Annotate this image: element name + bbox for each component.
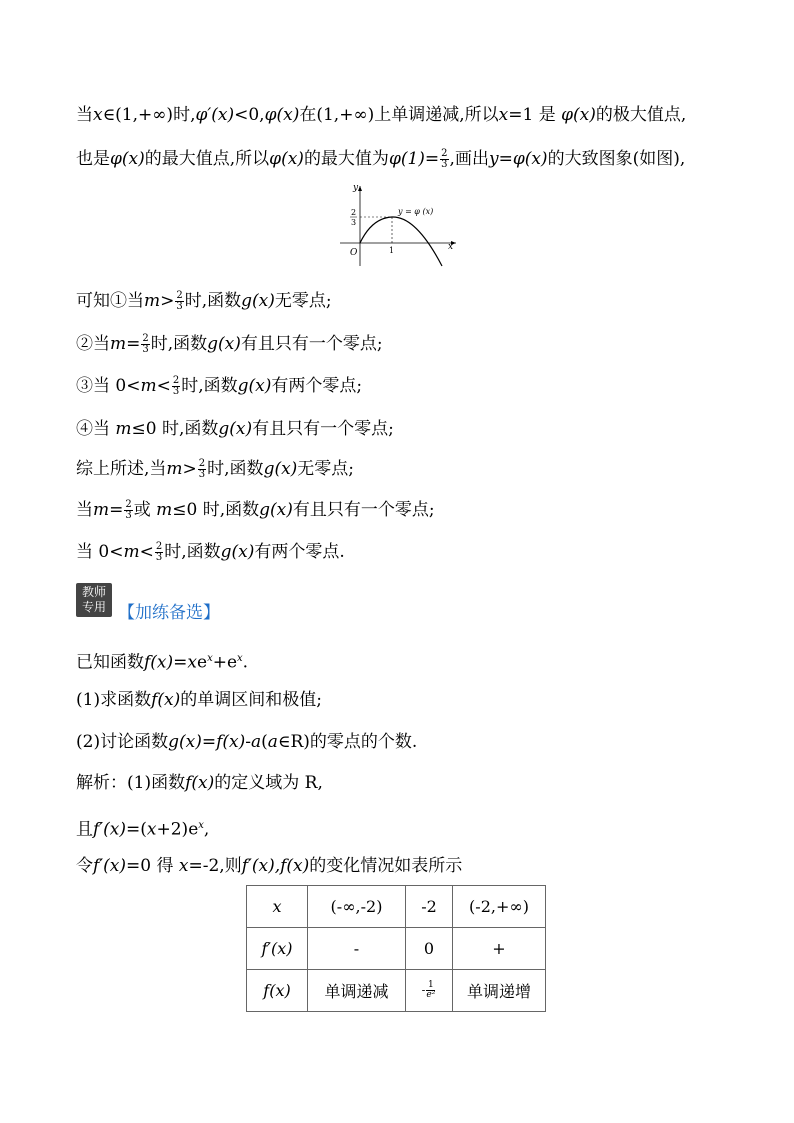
analysis-line-3: 令f′(x)=0 得 x=-2,则f′(x),f(x)的变化情况如表所示 [76, 856, 463, 876]
analysis-line-2: 且$f'(x)=(x+2)e^x$, [76, 819, 210, 840]
table-cell: 0 [406, 928, 453, 970]
table-cell: - [308, 928, 406, 970]
case-4: ④当 m≤0 时,函数g(x)有且只有一个零点; [76, 419, 394, 439]
x-tick-1: 1 [389, 246, 395, 255]
summary-3: 当 0<m< $\frac{2}{3}$ 时,函数g(x)有两个零点. [76, 541, 345, 563]
table-cell: + [453, 928, 546, 970]
table-cell: f(x) [247, 970, 308, 1012]
phi-graph [336, 182, 460, 270]
origin-label: O [350, 248, 358, 258]
fraction-two-thirds: $\frac{2}{3}$ [172, 375, 180, 397]
teacher-only-badge: 教师 专用 [76, 583, 112, 617]
table-cell: 单调递增 [453, 970, 546, 1012]
y-tick-den: 3 [351, 218, 357, 227]
y-axis-label: y [353, 183, 359, 193]
table-cell-min: - $\frac{1}{\text{e²}}$ [406, 970, 453, 1012]
y-tick-num: 2 [351, 208, 357, 217]
solution-line-2: 也是φ(x)的最大值点,所以φ(x)的最大值为φ(1)= $\frac{2}{3}$ ,画出y=φ(x)的大致图象(如图), [76, 148, 686, 170]
table-cell: 单调递减 [308, 970, 406, 1012]
case-3: ③当 0<m< $\frac{2}{3}$ 时,函数g(x)有两个零点; [76, 375, 363, 397]
table-cell: f′(x) [247, 928, 308, 970]
table-cell: -2 [406, 886, 453, 928]
analysis-line-1: 解析：(1)函数f(x)的定义域为 R, [76, 773, 323, 793]
summary-1: 综上所述,当m> $\frac{2}{3}$ 时,函数g(x)无零点; [76, 458, 355, 480]
solution-line-1: 当x∈(1,+∞)时,φ′(x)<0,φ(x)在(1,+∞)上单调递减,所以x=1 是 φ(x)的极大值点, [76, 105, 687, 125]
x-axis-label: x [448, 242, 454, 252]
y-axis-arrow [358, 186, 362, 191]
question-1: (1)求函数f(x)的单调区间和极值; [76, 690, 322, 710]
fraction-two-thirds: $\frac{2}{3}$ [125, 499, 132, 521]
table-cell: (-2,+∞) [453, 886, 546, 928]
fraction-two-thirds: $\frac{2}{3}$ [441, 148, 448, 170]
variation-table [246, 885, 546, 1012]
fraction-two-thirds: $\frac{2}{3}$ [155, 541, 163, 563]
fraction-two-thirds: $\frac{2}{3}$ [142, 333, 149, 355]
extra-practice-heading: 【加练备选】 [118, 603, 220, 623]
table-row [247, 928, 546, 970]
summary-2: 当m= $\frac{2}{3}$ 或 m≤0 时,函数g(x)有且只有一个零点; [76, 499, 435, 521]
problem-statement: 已知函数$f(x)=xe^x+e^x$. [76, 652, 249, 673]
table-row [247, 886, 546, 928]
fraction-two-thirds: $\frac{2}{3}$ [198, 458, 206, 480]
curve-label: y = φ (x) [398, 207, 434, 216]
table-cell: (-∞,-2) [308, 886, 406, 928]
table-row [247, 970, 546, 1012]
phi-curve [360, 217, 442, 266]
fraction-two-thirds: $\frac{2}{3}$ [176, 290, 183, 312]
question-2: (2)讨论函数g(x)=f(x)-a(a∈R)的零点的个数. [76, 732, 418, 752]
case-1: 可知①当m> $\frac{2}{3}$ 时,函数g(x)无零点; [76, 290, 332, 312]
table-cell: x [247, 886, 308, 928]
case-2: ②当m= $\frac{2}{3}$ 时,函数g(x)有且只有一个零点; [76, 333, 383, 355]
